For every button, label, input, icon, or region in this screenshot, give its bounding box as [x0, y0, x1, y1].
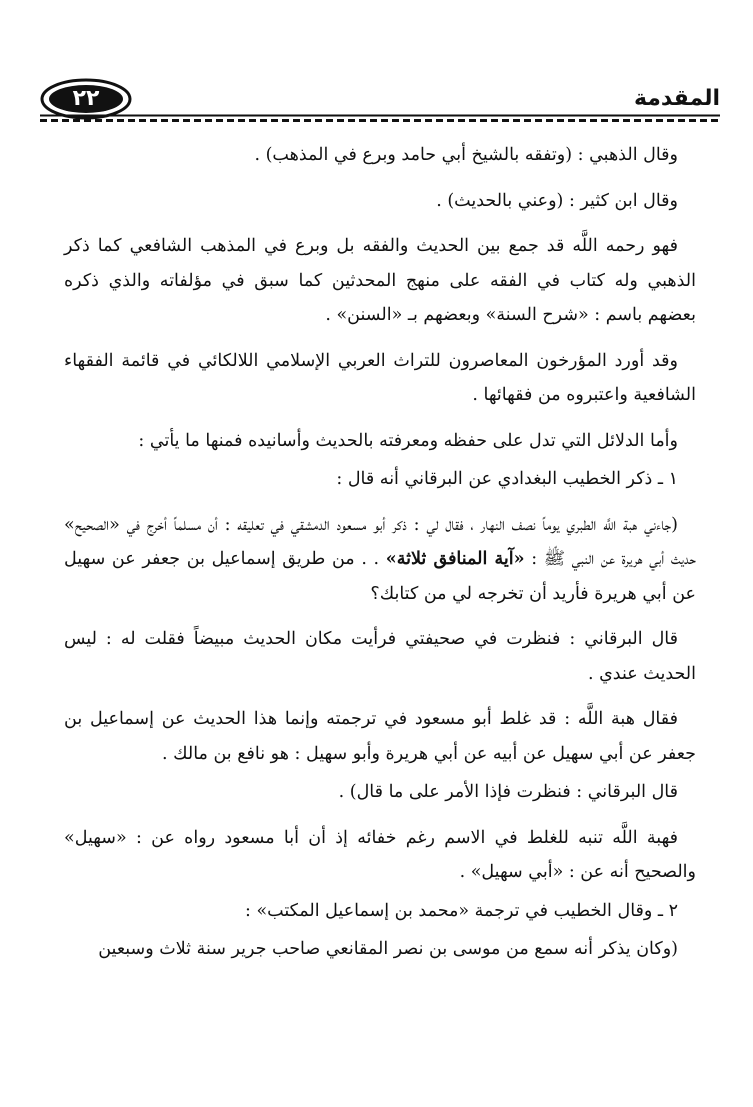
paragraph: ١ ـ ذكر الخطيب البغدادي عن البرقاني أنه قال : — [336, 469, 678, 489]
quote-paragraph — [64, 508, 696, 612]
paragraph: وقال الذهبي : (وتفقه بالشيخ أبي حامد وبرع في المذهب) . — [254, 145, 678, 165]
paragraph: فهبة اللَّه تنبه للغلط في الاسم رغم خفائه إذ أن أبا مسعود رواه عن : «سهيل» والصحيح أنه عن : «أبي سهيل» . — [64, 827, 696, 882]
paragraph: فهو رحمه اللَّه قد جمع بين الحديث والفقه بل وبرع في المذهب الشافعي كما ذكر الذهبي وله كتاب في الفقه على منهج المحدثين كما سبق في مؤلفاته والذي ذكره بعضهم باسم : «شرح السنة» وبعضهم بـ «السنن» . — [64, 236, 696, 325]
paragraph: وأما الدلائل التي تدل على حفظه ومعرفته بالحديث وأسانيده فمنها ما يأتي : — [138, 430, 678, 451]
body-text — [64, 138, 696, 978]
paragraph: (وكان يذكر أنه سمع من موسى بن نصر المقانعي صاحب جرير سنة ثلاث وسبعين — [98, 939, 678, 959]
page-number: ٢٢ — [72, 86, 100, 111]
quote-text: . . من طريق إسماعيل بن جعفر عن سهيل عن أبي هريرة فأريد أن تخرجه لي من كتابك؟ — [64, 549, 696, 604]
paragraph: فقال هبة اللَّه : قد غلط أبو مسعود في ترجمته وإنما هذا الحديث عن إسماعيل بن جعفر عن أبي سهيل عن أبيه عن أبي هريرة وأبو سهيل : هو نافع بن مالك . — [64, 709, 696, 764]
paragraph: وقال ابن كثير : (وعني بالحديث) . — [436, 190, 678, 211]
header-divider — [40, 114, 720, 124]
paragraph: ٢ ـ وقال الخطيب في ترجمة «محمد بن إسماعيل المكتب» : — [245, 900, 678, 921]
section-title: المقدمة — [633, 86, 720, 111]
quote-text: (جاءني هبة اللَّه الطبري يوماً نصف النهار ، فقال لي : ذكر أبو مسعود الدمشقي في تعليقه : أن مسلماً أخرج في «الصحيح» حديث أبي هريرة عن النبي ﷺ : — [64, 514, 697, 569]
hadith-title: «آية المنافق ثلاثة» — [385, 549, 525, 569]
paragraph: قال البرقاني : فنظرت في صحيفتي فرأيت مكان الحديث مبيضاً فقلت له : ليس الحديث عندي . — [64, 629, 696, 684]
paragraph: وقد أورد المؤرخون المعاصرون للتراث العربي الإسلامي اللالكائي في قائمة الفقهاء الشافعية واعتبروه من فقهائها . — [64, 350, 696, 405]
paragraph: قال البرقاني : فنظرت فإذا الأمر على ما قال) . — [338, 782, 678, 802]
